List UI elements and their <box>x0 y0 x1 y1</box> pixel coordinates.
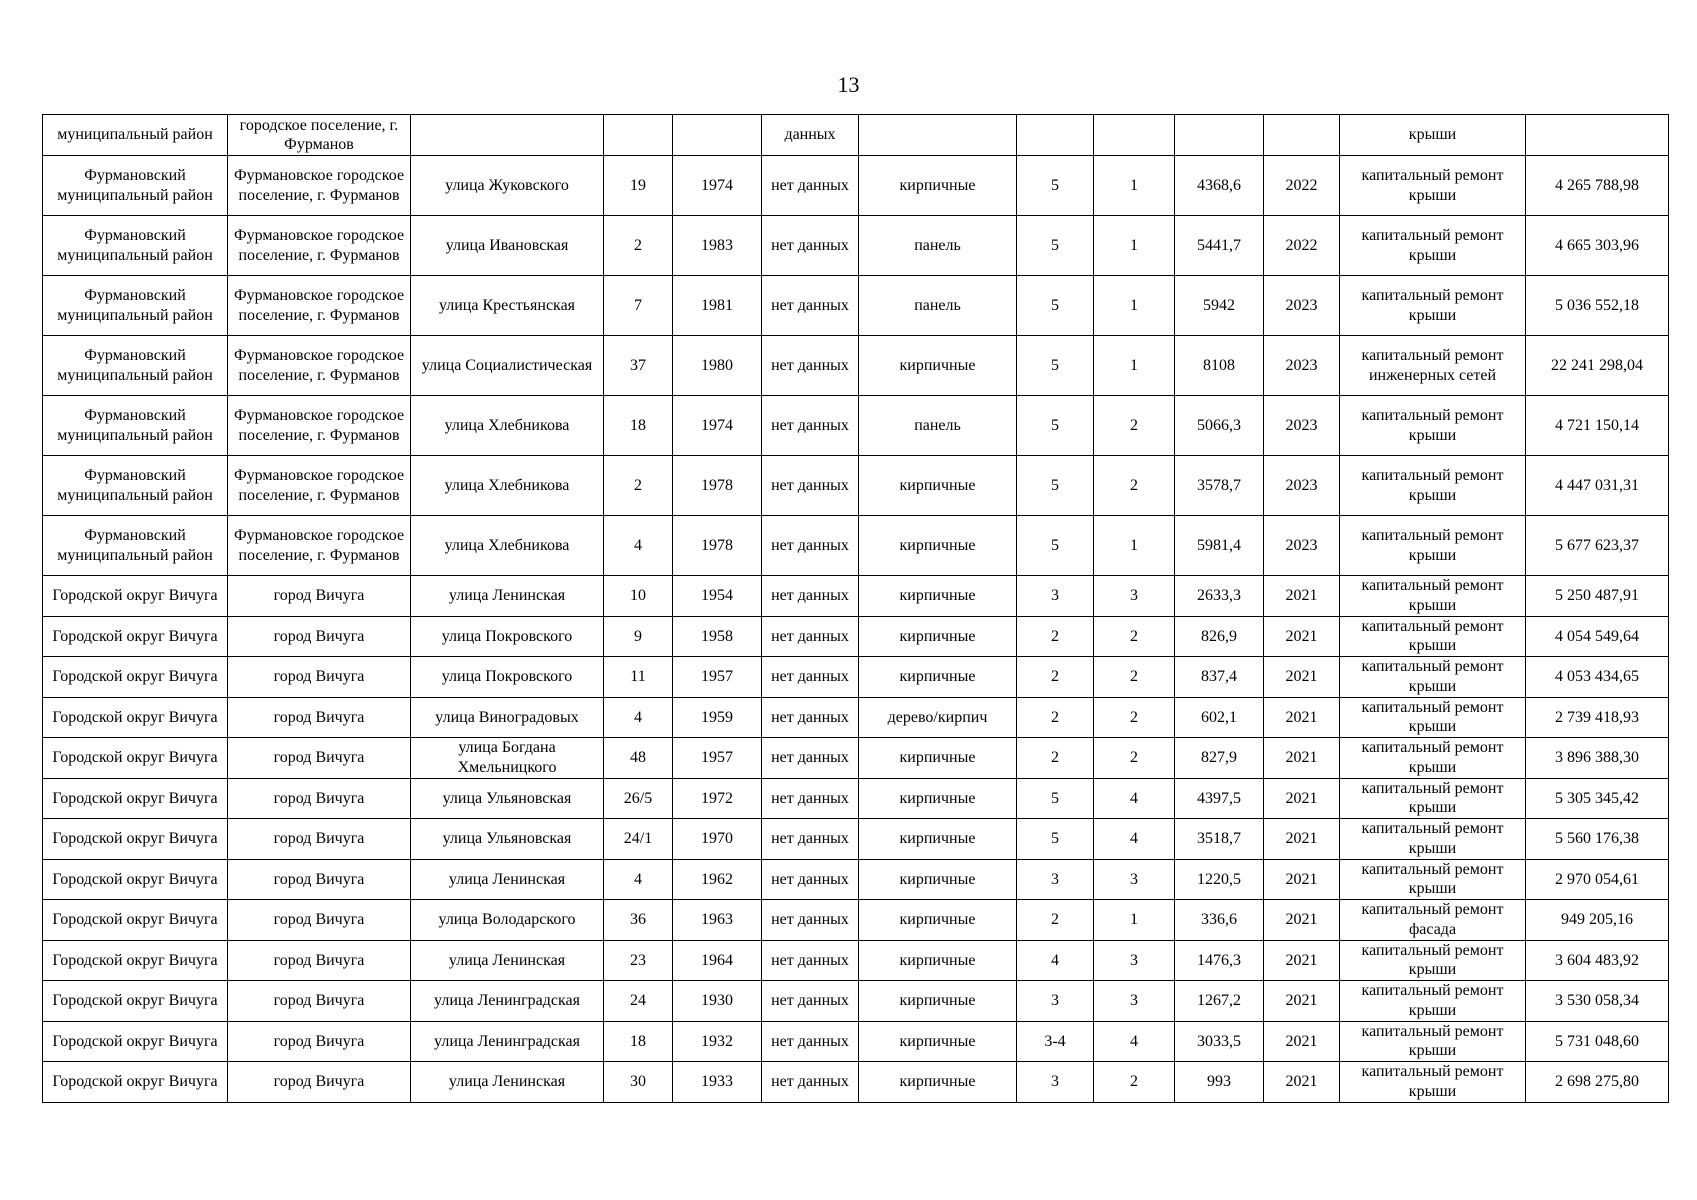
house-number-cell: 18 <box>604 1021 673 1062</box>
municipality-cell: Городской округ Вичуга <box>43 1021 228 1062</box>
year-built-cell: 1964 <box>673 940 762 981</box>
table-row <box>43 216 1669 276</box>
settlement-cell: город Вичуга <box>228 859 411 900</box>
cost-cell: 2 970 054,61 <box>1526 859 1669 900</box>
cost-cell: 3 530 058,34 <box>1526 981 1669 1022</box>
work-type-cell: капитальный ремонт крыши <box>1340 819 1526 860</box>
street-cell: улица Ленинградская <box>411 981 604 1022</box>
settlement-cell: город Вичуга <box>228 738 411 779</box>
year-built-cell: 1962 <box>673 859 762 900</box>
work-type-cell: капитальный ремонт крыши <box>1340 859 1526 900</box>
total-area-cell: 336,6 <box>1175 900 1264 941</box>
commissioning-cell: нет данных <box>762 981 859 1022</box>
year-built-cell: 1963 <box>673 900 762 941</box>
wall-material-cell: панель <box>859 396 1017 456</box>
table-body <box>43 115 1669 1103</box>
wall-material-cell: кирпичные <box>859 1021 1017 1062</box>
house-number-cell: 19 <box>604 156 673 216</box>
table-row <box>43 276 1669 336</box>
settlement-cell: Фурмановское городское поселение, г. Фурманов <box>228 156 411 216</box>
house-number-cell: 9 <box>604 616 673 657</box>
year-built-cell: 1932 <box>673 1021 762 1062</box>
total-area-cell: 1476,3 <box>1175 940 1264 981</box>
street-cell: улица Ленинская <box>411 1062 604 1103</box>
year-built-cell: 1974 <box>673 156 762 216</box>
repair-year-cell: 2021 <box>1264 778 1340 819</box>
floors-cell: 5 <box>1017 276 1094 336</box>
municipality-cell: Фурмановский муниципальный район <box>43 156 228 216</box>
wall-material-cell: кирпичные <box>859 516 1017 576</box>
work-type-cell: капитальный ремонт крыши <box>1340 778 1526 819</box>
cost-cell: 4 053 434,65 <box>1526 657 1669 698</box>
municipality-cell: Городской округ Вичуга <box>43 859 228 900</box>
commissioning-cell: нет данных <box>762 1021 859 1062</box>
entrances-cell: 2 <box>1094 1062 1175 1103</box>
total-area-cell: 837,4 <box>1175 657 1264 698</box>
house-number-cell: 36 <box>604 900 673 941</box>
cost-cell: 5 677 623,37 <box>1526 516 1669 576</box>
commissioning-cell: нет данных <box>762 516 859 576</box>
repair-year-cell: 2021 <box>1264 1021 1340 1062</box>
floors-cell: 3-4 <box>1017 1021 1094 1062</box>
cost-cell: 5 560 176,38 <box>1526 819 1669 860</box>
repair-year-cell: 2023 <box>1264 396 1340 456</box>
municipality-cell: муниципальный район <box>43 115 228 156</box>
settlement-cell: город Вичуга <box>228 697 411 738</box>
municipality-cell: Городской округ Вичуга <box>43 778 228 819</box>
total-area-cell: 5066,3 <box>1175 396 1264 456</box>
cost-cell: 4 447 031,31 <box>1526 456 1669 516</box>
municipality-cell: Фурмановский муниципальный район <box>43 516 228 576</box>
wall-material-cell: дерево/кирпич <box>859 697 1017 738</box>
total-area-cell: 8108 <box>1175 336 1264 396</box>
floors-cell: 5 <box>1017 396 1094 456</box>
commissioning-cell: нет данных <box>762 276 859 336</box>
commissioning-cell: нет данных <box>762 900 859 941</box>
municipality-cell: Городской округ Вичуга <box>43 819 228 860</box>
repair-year-cell: 2022 <box>1264 216 1340 276</box>
street-cell: улица Ленинская <box>411 859 604 900</box>
year-built-cell: 1958 <box>673 616 762 657</box>
house-number-cell: 4 <box>604 697 673 738</box>
municipality-cell: Городской округ Вичуга <box>43 657 228 698</box>
table-row <box>43 396 1669 456</box>
house-number-cell: 24 <box>604 981 673 1022</box>
entrances-cell: 2 <box>1094 616 1175 657</box>
municipality-cell: Фурмановский муниципальный район <box>43 456 228 516</box>
table-row <box>43 1021 1669 1062</box>
repair-year-cell: 2021 <box>1264 859 1340 900</box>
cost-cell: 3 896 388,30 <box>1526 738 1669 779</box>
municipality-cell: Городской округ Вичуга <box>43 1062 228 1103</box>
wall-material-cell: кирпичные <box>859 1062 1017 1103</box>
year-built-cell <box>673 115 762 156</box>
entrances-cell: 2 <box>1094 456 1175 516</box>
municipality-cell: Городской округ Вичуга <box>43 981 228 1022</box>
table-row-partial <box>43 115 1669 156</box>
street-cell: улица Ленинградская <box>411 1021 604 1062</box>
house-number-cell: 37 <box>604 336 673 396</box>
total-area-cell: 602,1 <box>1175 697 1264 738</box>
total-area-cell: 826,9 <box>1175 616 1264 657</box>
total-area-cell <box>1175 115 1264 156</box>
year-built-cell: 1930 <box>673 981 762 1022</box>
year-built-cell: 1957 <box>673 738 762 779</box>
year-built-cell: 1933 <box>673 1062 762 1103</box>
wall-material-cell: кирпичные <box>859 456 1017 516</box>
house-number-cell: 4 <box>604 516 673 576</box>
total-area-cell: 827,9 <box>1175 738 1264 779</box>
street-cell: улица Хлебникова <box>411 456 604 516</box>
wall-material-cell: кирпичные <box>859 657 1017 698</box>
floors-cell: 2 <box>1017 697 1094 738</box>
work-type-cell: капитальный ремонт крыши <box>1340 456 1526 516</box>
commissioning-cell: нет данных <box>762 819 859 860</box>
settlement-cell: город Вичуга <box>228 778 411 819</box>
house-number-cell <box>604 115 673 156</box>
work-type-cell: капитальный ремонт крыши <box>1340 1021 1526 1062</box>
cost-cell: 3 604 483,92 <box>1526 940 1669 981</box>
work-type-cell: капитальный ремонт крыши <box>1340 276 1526 336</box>
cost-cell: 949 205,16 <box>1526 900 1669 941</box>
repair-year-cell: 2023 <box>1264 456 1340 516</box>
cost-cell <box>1526 115 1669 156</box>
commissioning-cell: нет данных <box>762 216 859 276</box>
repair-year-cell: 2021 <box>1264 1062 1340 1103</box>
municipality-cell: Фурмановский муниципальный район <box>43 216 228 276</box>
entrances-cell: 3 <box>1094 859 1175 900</box>
table-row <box>43 1062 1669 1103</box>
house-number-cell: 7 <box>604 276 673 336</box>
entrances-cell <box>1094 115 1175 156</box>
municipality-cell: Фурмановский муниципальный район <box>43 396 228 456</box>
settlement-cell: город Вичуга <box>228 1021 411 1062</box>
commissioning-cell: нет данных <box>762 778 859 819</box>
year-built-cell: 1978 <box>673 456 762 516</box>
cost-cell: 5 731 048,60 <box>1526 1021 1669 1062</box>
settlement-cell: Фурмановское городское поселение, г. Фурманов <box>228 336 411 396</box>
entrances-cell: 3 <box>1094 576 1175 617</box>
total-area-cell: 3033,5 <box>1175 1021 1264 1062</box>
settlement-cell: Фурмановское городское поселение, г. Фурманов <box>228 276 411 336</box>
house-number-cell: 10 <box>604 576 673 617</box>
repair-year-cell: 2021 <box>1264 819 1340 860</box>
entrances-cell: 1 <box>1094 516 1175 576</box>
entrances-cell: 1 <box>1094 900 1175 941</box>
municipality-cell: Городской округ Вичуга <box>43 576 228 617</box>
cost-cell: 5 305 345,42 <box>1526 778 1669 819</box>
total-area-cell: 2633,3 <box>1175 576 1264 617</box>
table-row <box>43 859 1669 900</box>
commissioning-cell: нет данных <box>762 738 859 779</box>
repair-year-cell: 2023 <box>1264 336 1340 396</box>
commissioning-cell: нет данных <box>762 336 859 396</box>
municipality-cell: Фурмановский муниципальный район <box>43 336 228 396</box>
settlement-cell: город Вичуга <box>228 900 411 941</box>
street-cell: улица Покровского <box>411 616 604 657</box>
street-cell: улица Ленинская <box>411 940 604 981</box>
table-row <box>43 456 1669 516</box>
street-cell <box>411 115 604 156</box>
settlement-cell: Фурмановское городское поселение, г. Фурманов <box>228 456 411 516</box>
work-type-cell: капитальный ремонт крыши <box>1340 576 1526 617</box>
cost-cell: 4 665 303,96 <box>1526 216 1669 276</box>
wall-material-cell: кирпичные <box>859 900 1017 941</box>
commissioning-cell: нет данных <box>762 657 859 698</box>
entrances-cell: 1 <box>1094 156 1175 216</box>
entrances-cell: 4 <box>1094 819 1175 860</box>
entrances-cell: 2 <box>1094 697 1175 738</box>
commissioning-cell: нет данных <box>762 1062 859 1103</box>
work-type-cell: капитальный ремонт крыши <box>1340 616 1526 657</box>
page-number: 13 <box>837 72 860 97</box>
house-number-cell: 23 <box>604 940 673 981</box>
house-number-cell: 4 <box>604 859 673 900</box>
settlement-cell: город Вичуга <box>228 981 411 1022</box>
commissioning-cell: нет данных <box>762 156 859 216</box>
wall-material-cell: панель <box>859 216 1017 276</box>
table-row <box>43 576 1669 617</box>
street-cell: улица Жуковского <box>411 156 604 216</box>
wall-material-cell: кирпичные <box>859 940 1017 981</box>
table-row <box>43 819 1669 860</box>
settlement-cell: город Вичуга <box>228 616 411 657</box>
repair-year-cell: 2021 <box>1264 576 1340 617</box>
repair-year-cell: 2023 <box>1264 276 1340 336</box>
housing-repair-table <box>42 114 1669 1103</box>
municipality-cell: Городской округ Вичуга <box>43 940 228 981</box>
table-row <box>43 940 1669 981</box>
house-number-cell: 2 <box>604 456 673 516</box>
year-built-cell: 1974 <box>673 396 762 456</box>
entrances-cell: 3 <box>1094 940 1175 981</box>
floors-cell: 5 <box>1017 336 1094 396</box>
year-built-cell: 1954 <box>673 576 762 617</box>
repair-year-cell: 2021 <box>1264 940 1340 981</box>
total-area-cell: 1220,5 <box>1175 859 1264 900</box>
street-cell: улица Богдана Хмельницкого <box>411 738 604 779</box>
table-row <box>43 981 1669 1022</box>
floors-cell: 3 <box>1017 859 1094 900</box>
table-row <box>43 657 1669 698</box>
floors-cell: 5 <box>1017 778 1094 819</box>
house-number-cell: 30 <box>604 1062 673 1103</box>
municipality-cell: Городской округ Вичуга <box>43 900 228 941</box>
total-area-cell: 4397,5 <box>1175 778 1264 819</box>
house-number-cell: 18 <box>604 396 673 456</box>
repair-year-cell: 2022 <box>1264 156 1340 216</box>
total-area-cell: 3518,7 <box>1175 819 1264 860</box>
cost-cell: 2 698 275,80 <box>1526 1062 1669 1103</box>
floors-cell: 2 <box>1017 616 1094 657</box>
floors-cell: 4 <box>1017 940 1094 981</box>
municipality-cell: Городской округ Вичуга <box>43 697 228 738</box>
house-number-cell: 2 <box>604 216 673 276</box>
entrances-cell: 4 <box>1094 778 1175 819</box>
year-built-cell: 1970 <box>673 819 762 860</box>
table-row <box>43 336 1669 396</box>
wall-material-cell: кирпичные <box>859 156 1017 216</box>
street-cell: улица Хлебникова <box>411 516 604 576</box>
work-type-cell: капитальный ремонт крыши <box>1340 396 1526 456</box>
work-type-cell: капитальный ремонт крыши <box>1340 657 1526 698</box>
street-cell: улица Социалистическая <box>411 336 604 396</box>
work-type-cell: капитальный ремонт крыши <box>1340 940 1526 981</box>
floors-cell: 5 <box>1017 456 1094 516</box>
street-cell: улица Виноградовых <box>411 697 604 738</box>
table-row <box>43 156 1669 216</box>
commissioning-cell: нет данных <box>762 396 859 456</box>
work-type-cell: капитальный ремонт крыши <box>1340 156 1526 216</box>
commissioning-cell: данных <box>762 115 859 156</box>
floors-cell: 2 <box>1017 657 1094 698</box>
repair-year-cell: 2021 <box>1264 738 1340 779</box>
settlement-cell: Фурмановское городское поселение, г. Фурманов <box>228 396 411 456</box>
table-row <box>43 778 1669 819</box>
repair-year-cell: 2021 <box>1264 616 1340 657</box>
wall-material-cell: кирпичные <box>859 859 1017 900</box>
total-area-cell: 5441,7 <box>1175 216 1264 276</box>
street-cell: улица Ивановская <box>411 216 604 276</box>
wall-material-cell: кирпичные <box>859 336 1017 396</box>
settlement-cell: город Вичуга <box>228 1062 411 1103</box>
wall-material-cell: кирпичные <box>859 981 1017 1022</box>
year-built-cell: 1978 <box>673 516 762 576</box>
commissioning-cell: нет данных <box>762 940 859 981</box>
entrances-cell: 2 <box>1094 657 1175 698</box>
work-type-cell: капитальный ремонт инженерных сетей <box>1340 336 1526 396</box>
floors-cell: 5 <box>1017 516 1094 576</box>
settlement-cell: город Вичуга <box>228 940 411 981</box>
floors-cell: 3 <box>1017 1062 1094 1103</box>
street-cell: улица Ульяновская <box>411 819 604 860</box>
year-built-cell: 1980 <box>673 336 762 396</box>
cost-cell: 5 250 487,91 <box>1526 576 1669 617</box>
wall-material-cell <box>859 115 1017 156</box>
cost-cell: 2 739 418,93 <box>1526 697 1669 738</box>
commissioning-cell: нет данных <box>762 697 859 738</box>
commissioning-cell: нет данных <box>762 576 859 617</box>
house-number-cell: 26/5 <box>604 778 673 819</box>
table-row <box>43 616 1669 657</box>
year-built-cell: 1959 <box>673 697 762 738</box>
wall-material-cell: кирпичные <box>859 576 1017 617</box>
table-row <box>43 900 1669 941</box>
settlement-cell: Фурмановское городское поселение, г. Фурманов <box>228 216 411 276</box>
street-cell: улица Ульяновская <box>411 778 604 819</box>
floors-cell <box>1017 115 1094 156</box>
total-area-cell: 4368,6 <box>1175 156 1264 216</box>
work-type-cell: капитальный ремонт крыши <box>1340 216 1526 276</box>
year-built-cell: 1981 <box>673 276 762 336</box>
repair-year-cell <box>1264 115 1340 156</box>
entrances-cell: 1 <box>1094 216 1175 276</box>
repair-year-cell: 2021 <box>1264 900 1340 941</box>
floors-cell: 3 <box>1017 576 1094 617</box>
total-area-cell: 993 <box>1175 1062 1264 1103</box>
house-number-cell: 11 <box>604 657 673 698</box>
total-area-cell: 5942 <box>1175 276 1264 336</box>
work-type-cell: крыши <box>1340 115 1526 156</box>
entrances-cell: 2 <box>1094 396 1175 456</box>
entrances-cell: 3 <box>1094 981 1175 1022</box>
municipality-cell: Городской округ Вичуга <box>43 616 228 657</box>
floors-cell: 5 <box>1017 819 1094 860</box>
repair-year-cell: 2023 <box>1264 516 1340 576</box>
settlement-cell: Фурмановское городское поселение, г. Фурманов <box>228 516 411 576</box>
street-cell: улица Ленинская <box>411 576 604 617</box>
total-area-cell: 5981,4 <box>1175 516 1264 576</box>
municipality-cell: Фурмановский муниципальный район <box>43 276 228 336</box>
floors-cell: 5 <box>1017 156 1094 216</box>
street-cell: улица Володарского <box>411 900 604 941</box>
year-built-cell: 1983 <box>673 216 762 276</box>
repair-year-cell: 2021 <box>1264 697 1340 738</box>
cost-cell: 4 265 788,98 <box>1526 156 1669 216</box>
floors-cell: 5 <box>1017 216 1094 276</box>
year-built-cell: 1972 <box>673 778 762 819</box>
wall-material-cell: кирпичные <box>859 616 1017 657</box>
total-area-cell: 1267,2 <box>1175 981 1264 1022</box>
commissioning-cell: нет данных <box>762 616 859 657</box>
floors-cell: 3 <box>1017 981 1094 1022</box>
year-built-cell: 1957 <box>673 657 762 698</box>
house-number-cell: 48 <box>604 738 673 779</box>
floors-cell: 2 <box>1017 900 1094 941</box>
commissioning-cell: нет данных <box>762 456 859 516</box>
wall-material-cell: кирпичные <box>859 819 1017 860</box>
wall-material-cell: кирпичные <box>859 738 1017 779</box>
entrances-cell: 1 <box>1094 336 1175 396</box>
settlement-cell: город Вичуга <box>228 657 411 698</box>
settlement-cell: город Вичуга <box>228 576 411 617</box>
floors-cell: 2 <box>1017 738 1094 779</box>
cost-cell: 4 054 549,64 <box>1526 616 1669 657</box>
repair-year-cell: 2021 <box>1264 657 1340 698</box>
entrances-cell: 4 <box>1094 1021 1175 1062</box>
work-type-cell: капитальный ремонт крыши <box>1340 516 1526 576</box>
wall-material-cell: панель <box>859 276 1017 336</box>
wall-material-cell: кирпичные <box>859 778 1017 819</box>
commissioning-cell: нет данных <box>762 859 859 900</box>
street-cell: улица Хлебникова <box>411 396 604 456</box>
table-row <box>43 697 1669 738</box>
table-row <box>43 738 1669 779</box>
entrances-cell: 2 <box>1094 738 1175 779</box>
work-type-cell: капитальный ремонт фасада <box>1340 900 1526 941</box>
work-type-cell: капитальный ремонт крыши <box>1340 1062 1526 1103</box>
repair-year-cell: 2021 <box>1264 981 1340 1022</box>
settlement-cell: городское поселение, г. Фурманов <box>228 115 411 156</box>
table-row <box>43 516 1669 576</box>
street-cell: улица Крестьянская <box>411 276 604 336</box>
settlement-cell: город Вичуга <box>228 819 411 860</box>
cost-cell: 22 241 298,04 <box>1526 336 1669 396</box>
work-type-cell: капитальный ремонт крыши <box>1340 981 1526 1022</box>
work-type-cell: капитальный ремонт крыши <box>1340 738 1526 779</box>
total-area-cell: 3578,7 <box>1175 456 1264 516</box>
street-cell: улица Покровского <box>411 657 604 698</box>
work-type-cell: капитальный ремонт крыши <box>1340 697 1526 738</box>
cost-cell: 5 036 552,18 <box>1526 276 1669 336</box>
cost-cell: 4 721 150,14 <box>1526 396 1669 456</box>
entrances-cell: 1 <box>1094 276 1175 336</box>
municipality-cell: Городской округ Вичуга <box>43 738 228 779</box>
house-number-cell: 24/1 <box>604 819 673 860</box>
